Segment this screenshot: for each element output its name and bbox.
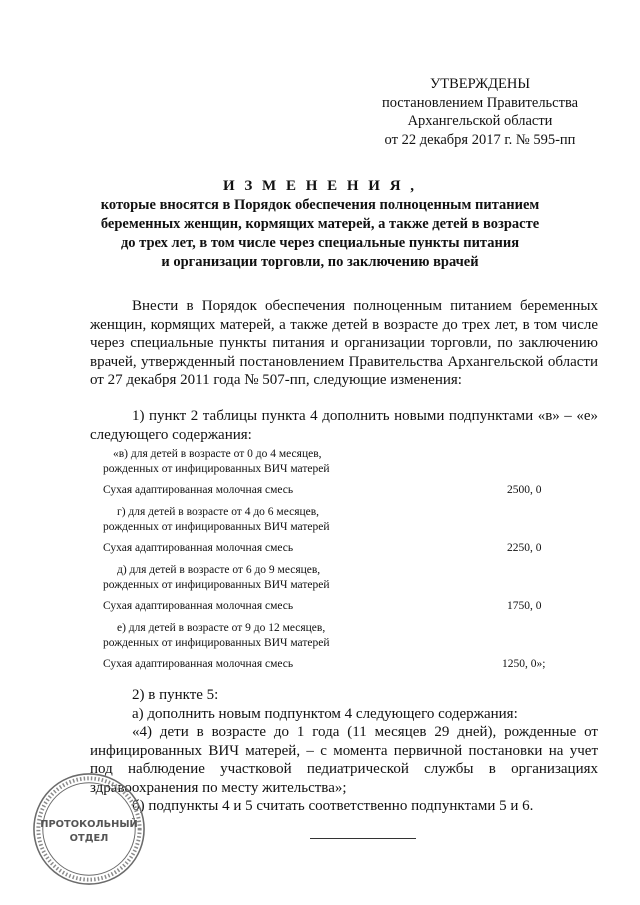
item2-a: а) дополнить новым подпунктом 4 следующего содержания: xyxy=(132,705,518,722)
title-main: И З М Е Н Е Н И Я , xyxy=(222,178,418,194)
product-name: Сухая адаптированная молочная смесь xyxy=(103,658,294,670)
product-value: 1750, 0 xyxy=(507,600,542,612)
approval-block xyxy=(360,75,600,149)
product-name: Сухая адаптированная молочная смесь xyxy=(103,484,294,496)
product-name: Сухая адаптированная молочная смесь xyxy=(103,542,294,554)
subitem-label xyxy=(103,447,403,477)
product-value: 1250, 0»; xyxy=(502,658,546,670)
approval-line: Архангельской области xyxy=(407,113,553,129)
approval-line: от 22 декабря 2017 г. № 595-пп xyxy=(384,131,576,148)
approval-line: постановлением Правительства xyxy=(381,94,579,111)
subitem-label xyxy=(103,621,403,651)
title-line: которые вносятся в Порядок обеспечения полноценным питанием xyxy=(100,197,540,213)
product-value: 2500, 0 xyxy=(507,484,542,496)
title-line: до трех лет, в том числе через специальные пункты питания xyxy=(120,235,520,251)
subitem-label-line: е) для детей в возрасте от 9 до 12 месяцев, xyxy=(117,622,326,634)
subitem-label-line: рожденных от инфицированных ВИЧ матерей xyxy=(103,463,330,475)
document-title xyxy=(60,177,580,272)
subitem-label-line: рожденных от инфицированных ВИЧ матерей xyxy=(103,579,330,591)
subitem-label xyxy=(103,563,403,593)
item2-section xyxy=(90,686,598,816)
subitem-label-line: рожденных от инфицированных ВИЧ матерей xyxy=(103,637,330,649)
item2-quote: «4) дети в возрасте до 1 года (11 месяцев 29 дней), рожденные от инфицированных ВИЧ матерей, – с момента первичной постановки на учет под наблюдение участковой педиатрической службы в организациях здравоохранения по месту жительства»; xyxy=(90,724,598,796)
signature-line xyxy=(310,838,416,839)
subitem-label-line: д) для детей в возрасте от 6 до 9 месяцев, xyxy=(117,564,321,576)
approval-heading: УТВЕРЖДЕНЫ xyxy=(429,76,531,92)
product-value: 2250, 0 xyxy=(507,542,542,554)
subitem-label-line: г) для детей в возрасте от 4 до 6 месяцев, xyxy=(117,506,320,518)
stamp-text: ПРОТОКОЛЬНЫЙ xyxy=(40,819,138,831)
item2-b: б) подпункты 4 и 5 считать соответственно подпунктами 5 и 6. xyxy=(132,798,534,814)
subitem-label xyxy=(103,505,403,535)
subitem-label-line: рожденных от инфицированных ВИЧ матерей xyxy=(103,521,330,533)
product-name: Сухая адаптированная молочная смесь xyxy=(103,600,294,612)
stamp-text: ОТДЕЛ xyxy=(69,832,109,844)
item2-heading: 2) в пункте 5: xyxy=(132,687,219,703)
item1-paragraph: 1) пункт 2 таблицы пункта 4 дополнить новыми подпунктами «в» – «е» следующего содержания: xyxy=(90,408,598,443)
intro-paragraph: Внести в Порядок обеспечения полноценным питанием беременных женщин, кормящих матерей, а также детей в возрасте до трех лет, в том числе через специальные пункты питания и организации торговли, по заключению врачей, утвержденный постановлением Правительства Архангельской области от 27 декабря 2011 года № 507-пп, следующие изменения: xyxy=(90,298,598,388)
title-line: беременных женщин, кормящих матерей, а также детей в возрасте xyxy=(100,216,540,232)
title-line: и организации торговли, по заключению врачей xyxy=(161,254,479,270)
subitem-label-line: «в) для детей в возрасте от 0 до 4 месяцев, xyxy=(113,448,322,460)
seal-stamp-icon xyxy=(30,770,148,888)
